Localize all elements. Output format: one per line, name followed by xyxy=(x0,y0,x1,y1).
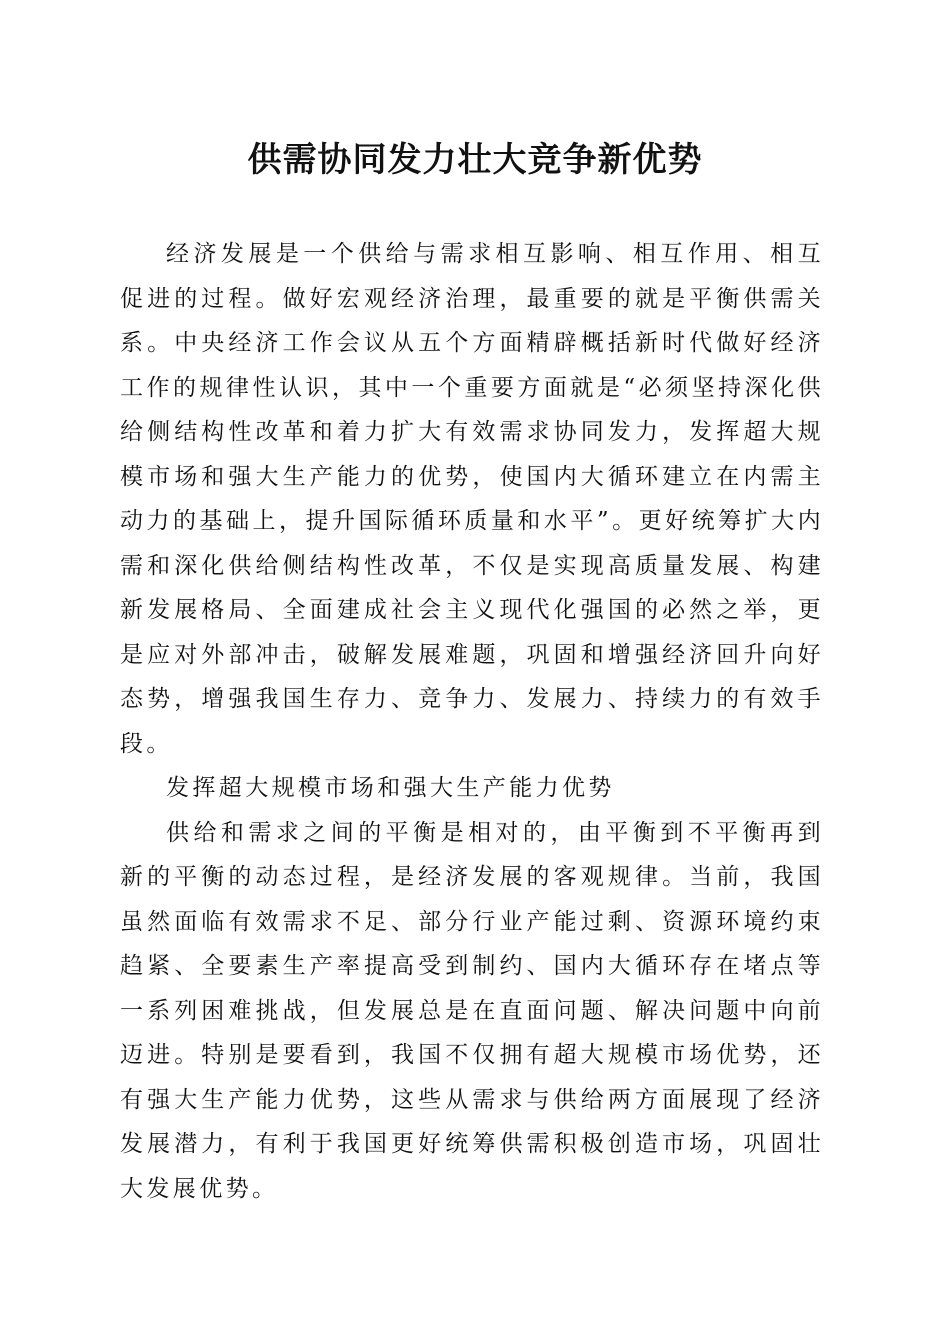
paragraph-section-1: 供给和需求之间的平衡是相对的，由平衡到不平衡再到新的平衡的动态过程，是经济发展的客观规律。当前，我国虽然面临有效需求不足、部分行业产能过剩、资源环境约束趋紧、全要素生产率提高受到制约、国内大循环存在堵点等一系列困难挑战，但发展总是在直面问题、解决问题中向前迈进。特别是要看到，我国不仅拥有超大规模市场优势，还有强大生产能力优势，这些从需求与供给两方面展现了经济发展潜力，有利于我国更好统筹供需积极创造市场，巩固壮大发展优势。 xyxy=(120,819,824,1202)
document-body xyxy=(120,232,824,1211)
document-title: 供需协同发力壮大竞争新优势 xyxy=(247,140,703,180)
section-heading: 发挥超大规模市场和强大生产能力优势 xyxy=(166,775,615,801)
paragraph-intro: 经济发展是一个供给与需求相互影响、相互作用、相互促进的过程。做好宏观经济治理，最重要的就是平衡供需关系。中央经济工作会议从五个方面精辟概括新时代做好经济工作的规律性认识，其中一个重要方面就是“必须坚持深化供给侧结构性改革和着力扩大有效需求协同发力，发挥超大规模市场和强大生产能力的优势，使国内大循环建立在内需主动力的基础上，提升国际循环质量和水平”。更好统筹扩大内需和深化供给侧结构性改革，不仅是实现高质量发展、构建新发展格局、全面建成社会主义现代化强国的必然之举，更是应对外部冲击，破解发展难题，巩固和增强经济回升向好态势，增强我国生存力、竞争力、发展力、持续力的有效手段。 xyxy=(120,241,824,757)
